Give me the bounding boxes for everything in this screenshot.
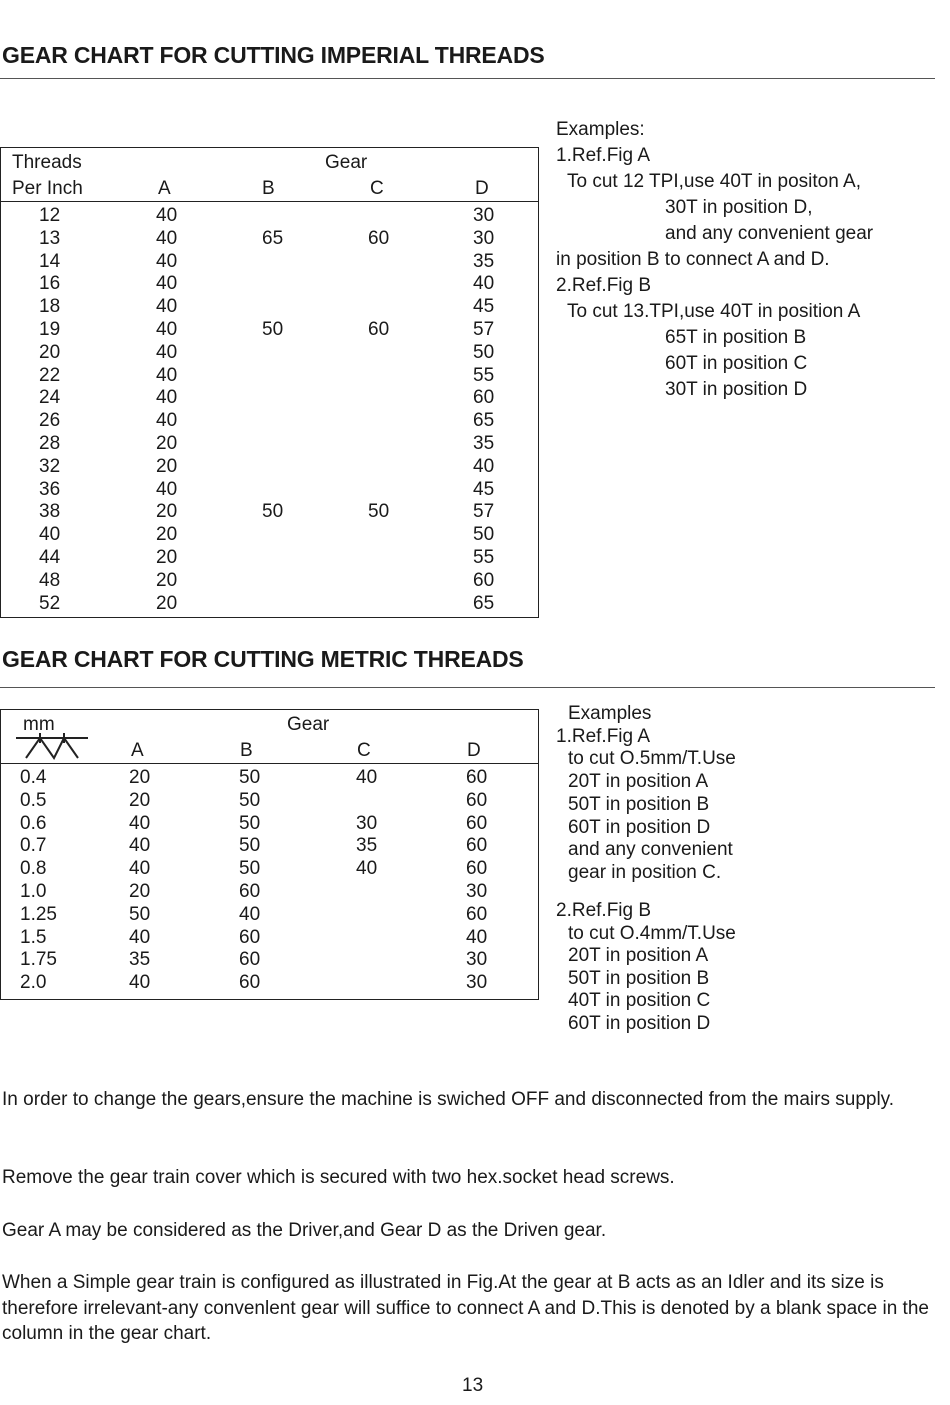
metric-example-1-line: 1.Ref.Fig A — [556, 725, 650, 747]
metric-example-2-line: 50T in position B — [568, 967, 710, 989]
metric-table-cell: 2.0 — [20, 972, 47, 994]
metric-table-cell: 0.4 — [20, 767, 47, 788]
imperial-table-cell: 40 — [156, 296, 178, 318]
metric-divider — [0, 687, 935, 688]
imperial-table-cell: 30 — [473, 205, 495, 226]
imperial-col-a-header: A — [158, 178, 171, 199]
metric-table-cell: 60 — [466, 789, 488, 811]
imperial-table-cell: 28 — [39, 433, 61, 454]
imperial-table-divider — [1, 201, 538, 202]
imperial-table-cell: 55 — [473, 547, 495, 568]
metric-table-cell: 0.8 — [20, 858, 47, 880]
imperial-table-cell: 20 — [156, 592, 178, 614]
imperial-gear-header: Gear — [325, 152, 368, 173]
imperial-col-perinch-label: Per Inch — [12, 178, 83, 199]
metric-table-cell: 60 — [466, 903, 488, 925]
imperial-title: GEAR CHART FOR CUTTING IMPERIAL THREADS — [2, 42, 545, 68]
metric-table-cell: 40 — [239, 903, 261, 925]
imperial-table-cell: 50 — [473, 524, 495, 546]
metric-table-cell: 60 — [239, 881, 261, 902]
imperial-table-cell: 35 — [473, 433, 495, 454]
metric-example-2-line: 2.Ref.Fig B — [556, 900, 652, 921]
imperial-table-cell: 60 — [368, 319, 390, 340]
paragraph-driver: Gear A may be considered as the Driver,and Gear D as the Driven gear. — [2, 1220, 607, 1241]
imperial-table-cell: 60 — [473, 387, 495, 409]
imperial-gear-table — [0, 147, 539, 618]
page-number: 13 — [462, 1375, 484, 1396]
imperial-col-d-header: D — [475, 178, 489, 199]
imperial-table-cell: 65 — [473, 410, 495, 432]
imperial-table-cell: 48 — [39, 569, 61, 591]
imperial-table-cell: 22 — [39, 364, 61, 386]
imperial-table-cell: 40 — [156, 341, 178, 363]
imperial-table-cell: 50 — [368, 501, 390, 523]
imperial-table-cell: 40 — [473, 273, 495, 295]
imperial-col-c-header: C — [370, 178, 384, 199]
imperial-example-line: and any convenient gear — [665, 223, 874, 244]
imperial-table-cell: 38 — [39, 501, 61, 523]
imperial-table-cell: 65 — [473, 592, 495, 614]
metric-table-cell: 50 — [239, 835, 261, 857]
metric-table-cell: 40 — [356, 858, 378, 880]
metric-example-2-line: to cut O.4mm/T.Use — [568, 922, 736, 944]
metric-table-cell: 60 — [466, 812, 488, 834]
imperial-example-line: To cut 12 TPI,use 40T in positon A, — [567, 171, 861, 192]
metric-table-cell: 60 — [239, 949, 261, 971]
imperial-table-cell: 18 — [39, 296, 61, 318]
imperial-table-cell: 26 — [39, 410, 61, 432]
metric-table-cell: 40 — [466, 926, 488, 948]
metric-table-cell: 0.5 — [20, 789, 47, 811]
metric-examples-2 — [556, 900, 736, 1035]
metric-table-cell: 0.6 — [20, 812, 47, 834]
metric-table-cell: 60 — [239, 972, 261, 994]
metric-example-1-line: 60T in position D — [568, 816, 711, 838]
paragraph-idler: When a Simple gear train is configured as illustrated in Fig.At the gear at B acts as an Idler and its size is therefore irrelevant-any convenlent gear will suffice to connect A and D.This is denoted by a blank space in the column in the gear chart. — [2, 1272, 929, 1344]
metric-example-2-line: 60T in position D — [568, 1012, 711, 1034]
imperial-table-cell: 50 — [473, 341, 495, 363]
imperial-table-cell: 20 — [156, 501, 178, 523]
metric-example-2-line: 40T in position C — [568, 990, 711, 1011]
imperial-table-cell: 65 — [262, 227, 284, 249]
metric-table-divider — [1, 763, 538, 764]
imperial-table-cell: 40 — [156, 273, 178, 295]
imperial-table-cell: 40 — [156, 410, 178, 432]
metric-table-cell: 35 — [356, 835, 378, 857]
metric-example-1-line: and any convenient — [568, 839, 733, 861]
metric-table-cell: 60 — [466, 858, 488, 880]
metric-example-1-line: gear in position C. — [568, 861, 722, 883]
metric-table-cell: 30 — [466, 881, 488, 902]
metric-table-cell: 40 — [129, 835, 151, 857]
metric-col-d-header: D — [467, 740, 481, 761]
metric-col-a-header: A — [131, 740, 144, 761]
imperial-table-cell: 20 — [156, 524, 178, 546]
metric-gear-table — [0, 709, 539, 1000]
imperial-example-line: Examples: — [556, 119, 645, 140]
metric-table-cell: 30 — [466, 972, 488, 994]
imperial-table-cell: 32 — [39, 455, 61, 477]
imperial-table-cell: 16 — [39, 273, 61, 295]
imperial-table-cell: 45 — [473, 478, 495, 500]
imperial-example-line: 30T in position D, — [665, 197, 813, 218]
metric-example-1-line: 50T in position B — [568, 793, 710, 815]
metric-col-b-header: B — [240, 740, 253, 761]
metric-table-cell: 50 — [239, 789, 261, 811]
imperial-example-line: 60T in position C — [665, 353, 808, 374]
metric-table-cell: 40 — [129, 972, 151, 994]
thread-pitch-icon — [16, 732, 88, 760]
metric-col-mm-label: mm — [23, 714, 55, 735]
imperial-table-cell: 35 — [473, 250, 495, 272]
imperial-table-cell: 40 — [156, 478, 178, 500]
imperial-table-cell: 40 — [156, 205, 178, 226]
metric-table-cell: 35 — [129, 949, 151, 971]
metric-table-cell: 50 — [239, 812, 261, 834]
imperial-example-line: 30T in position D — [665, 379, 808, 400]
imperial-divider — [0, 78, 935, 79]
imperial-table-cell: 14 — [39, 250, 61, 272]
metric-table-cell: 1.25 — [20, 903, 57, 925]
metric-table-cell: 50 — [239, 858, 261, 880]
metric-table-cell: 20 — [129, 767, 151, 788]
imperial-col-b-header: B — [262, 178, 275, 199]
metric-table-cell: 60 — [466, 835, 488, 857]
metric-col-c-header: C — [357, 740, 371, 761]
imperial-table-cell: 57 — [473, 319, 495, 340]
imperial-table-cell: 40 — [473, 455, 495, 477]
imperial-table-cell: 20 — [39, 341, 61, 363]
imperial-col-threads-label: Threads — [12, 152, 82, 173]
imperial-table-cell: 24 — [39, 387, 61, 409]
imperial-table-cell: 40 — [156, 387, 178, 409]
metric-table-cell: 30 — [356, 812, 378, 834]
metric-table-cell: 40 — [129, 926, 151, 948]
metric-table-cell: 40 — [129, 812, 151, 834]
imperial-example-line: in position B to connect A and D. — [556, 249, 830, 270]
metric-table-cell: 20 — [129, 881, 151, 902]
imperial-table-cell: 13 — [39, 227, 61, 249]
imperial-example-line: 65T in position B — [665, 327, 807, 348]
imperial-table-cell: 57 — [473, 501, 495, 523]
metric-table-cell: 60 — [466, 767, 488, 788]
metric-table-cell: 1.75 — [20, 949, 57, 971]
metric-title: GEAR CHART FOR CUTTING METRIC THREADS — [2, 646, 524, 672]
imperial-example-line: 1.Ref.Fig A — [556, 145, 650, 166]
imperial-table-cell: 20 — [156, 569, 178, 591]
metric-example-1-line: Examples — [568, 703, 652, 724]
imperial-table-cell: 40 — [39, 524, 61, 546]
metric-examples-1 — [556, 703, 736, 885]
imperial-table-cell: 40 — [156, 250, 178, 272]
metric-example-2-line: 20T in position A — [568, 945, 709, 966]
metric-example-1-line: to cut O.5mm/T.Use — [568, 748, 736, 770]
imperial-table-cell: 55 — [473, 364, 495, 386]
metric-table-cell: 1.5 — [20, 926, 47, 948]
imperial-table-cell: 50 — [262, 501, 284, 523]
imperial-table-cell: 19 — [39, 319, 61, 340]
imperial-example-line: 2.Ref.Fig B — [556, 275, 652, 296]
imperial-example-line: To cut 13.TPI,use 40T in position A — [567, 301, 861, 322]
metric-table-cell: 50 — [239, 767, 261, 788]
paragraph-cover: Remove the gear train cover which is secured with two hex.socket head screws. — [2, 1167, 675, 1188]
paragraph-safety: In order to change the gears,ensure the machine is swiched OFF and disconnected from the mairs supply. — [2, 1089, 895, 1110]
imperial-table-cell: 50 — [262, 319, 284, 340]
imperial-table-cell: 40 — [156, 227, 178, 249]
imperial-table-cell: 36 — [39, 478, 61, 500]
imperial-table-cell: 44 — [39, 547, 61, 568]
imperial-table-cell: 30 — [473, 227, 495, 249]
metric-table-cell: 60 — [239, 926, 261, 948]
metric-table-cell: 30 — [466, 949, 488, 971]
imperial-table-cell: 60 — [473, 569, 495, 591]
imperial-table-cell: 40 — [156, 364, 178, 386]
imperial-table-cell: 40 — [156, 319, 178, 340]
metric-table-cell: 0.7 — [20, 835, 47, 857]
metric-gear-header: Gear — [287, 714, 330, 735]
metric-table-cell: 20 — [129, 789, 151, 811]
imperial-table-cell: 12 — [39, 205, 61, 226]
imperial-table-cell: 20 — [156, 433, 178, 454]
imperial-table-cell: 20 — [156, 547, 178, 568]
metric-table-cell: 40 — [129, 858, 151, 880]
metric-table-cell: 50 — [129, 903, 151, 925]
imperial-table-cell: 52 — [39, 592, 61, 614]
imperial-examples — [556, 117, 873, 403]
metric-table-cell: 40 — [356, 767, 378, 788]
imperial-table-cell: 45 — [473, 296, 495, 318]
imperial-table-cell: 60 — [368, 227, 390, 249]
imperial-table-cell: 20 — [156, 455, 178, 477]
metric-table-cell: 1.0 — [20, 881, 47, 902]
metric-example-1-line: 20T in position A — [568, 771, 709, 793]
